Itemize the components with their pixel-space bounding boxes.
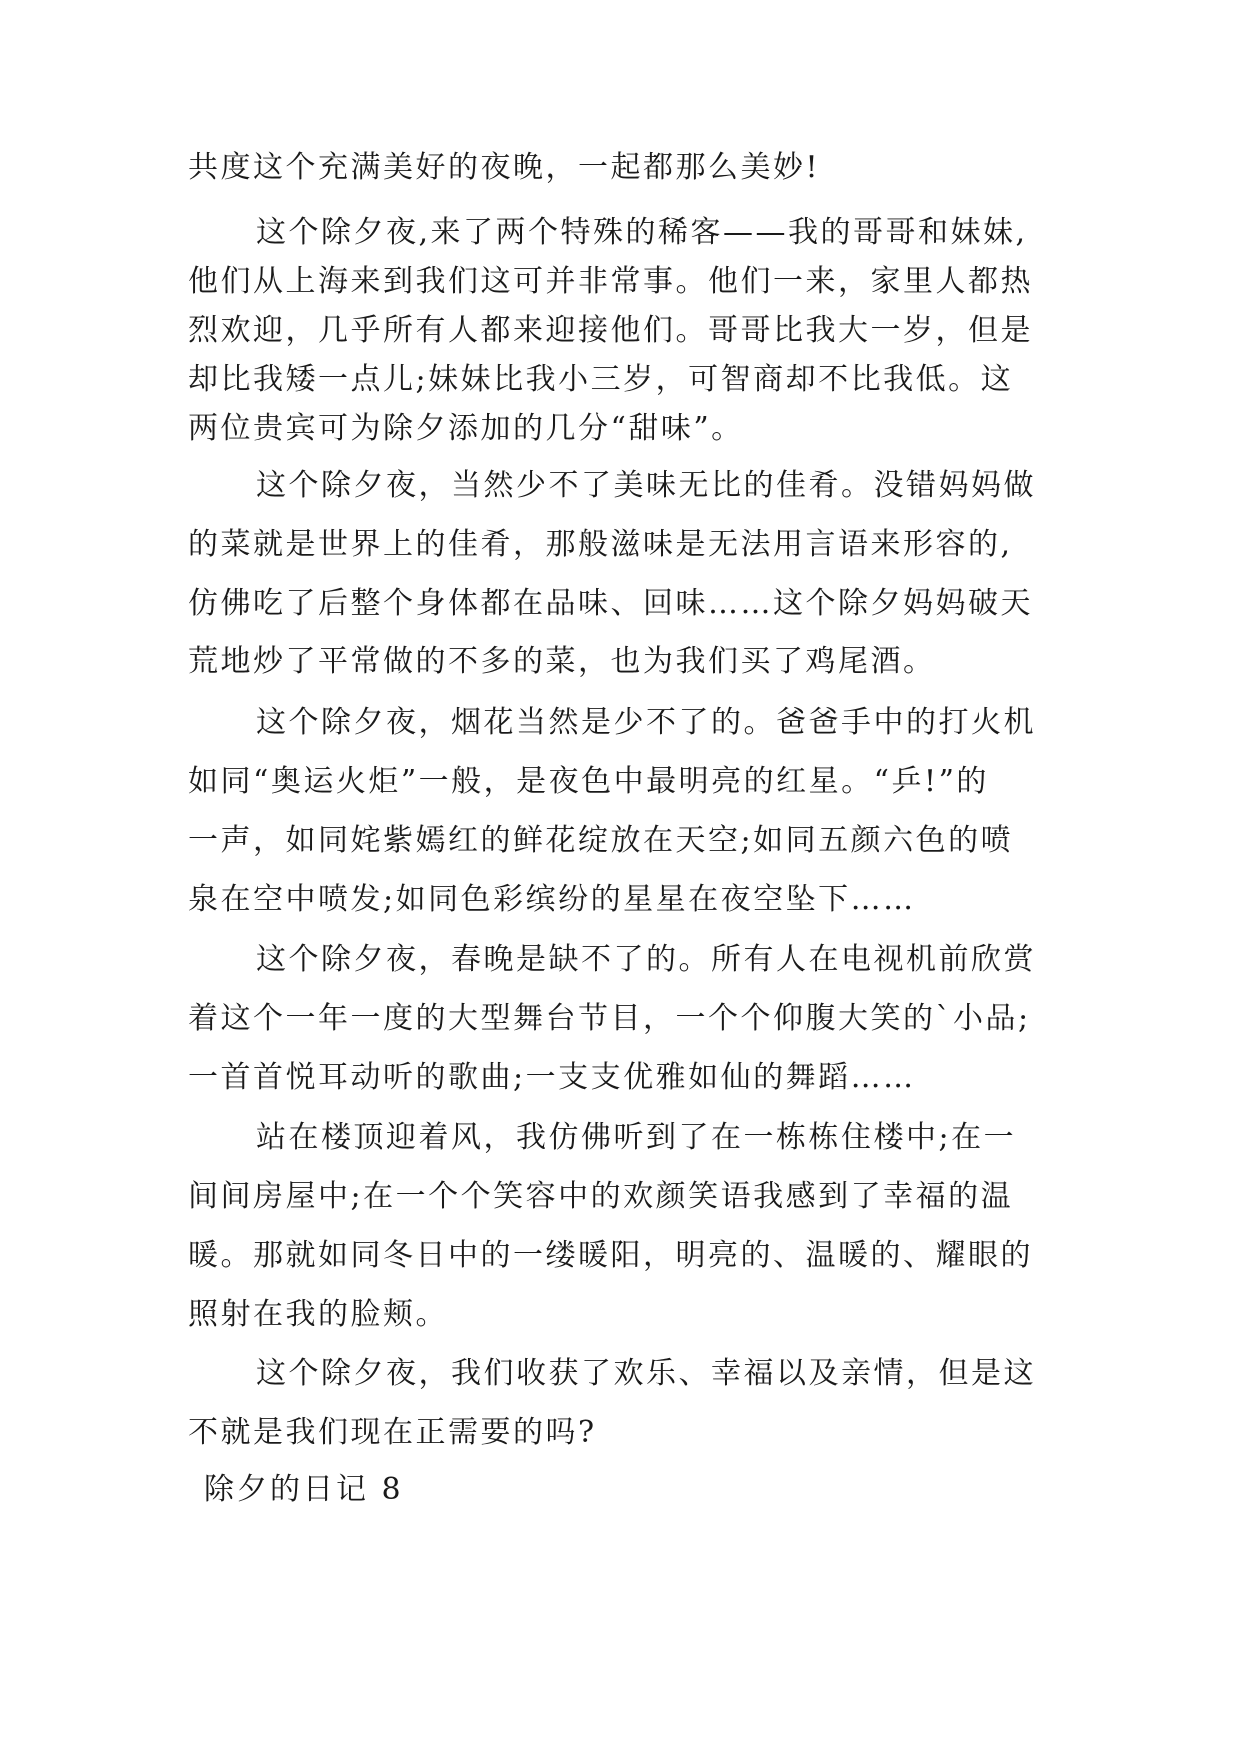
- text-line: 如同“奥运火炬”一般，是夜色中最明亮的红星。“乒!”的: [188, 764, 989, 799]
- text-line: 间间房屋中;在一个个笑容中的欢颜笑语我感到了幸福的温: [188, 1179, 1014, 1214]
- text-line: 的菜就是世界上的佳肴，那般滋味是无法用言语来形容的,: [188, 527, 1013, 562]
- text-line: 泉在空中喷发;如同色彩缤纷的星星在夜空坠下……: [188, 882, 916, 917]
- paragraph-start-line: 这个除夕夜，烟花当然是少不了的。爸爸手中的打火机: [256, 705, 1036, 740]
- text-line: 共度这个充满美好的夜晚，一起都那么美妙!: [188, 150, 821, 185]
- text-line: 他们从上海来到我们这可并非常事。他们一来，家里人都热: [188, 264, 1033, 299]
- text-line: 不就是我们现在正需要的吗?: [188, 1415, 597, 1450]
- paragraph-start-line: 这个除夕夜，当然少不了美味无比的佳肴。没错妈妈做: [256, 468, 1036, 503]
- text-line: 一首首悦耳动听的歌曲;一支支优雅如仙的舞蹈……: [188, 1060, 916, 1095]
- paragraph-start-line: 这个除夕夜，我们收获了欢乐、幸福以及亲情，但是这: [256, 1356, 1036, 1391]
- text-line: 烈欢迎，几乎所有人都来迎接他们。哥哥比我大一岁，但是: [188, 313, 1033, 348]
- text-line: 仿佛吃了后整个身体都在品味、回味……这个除夕妈妈破天: [188, 586, 1033, 621]
- text-line: 荒地炒了平常做的不多的菜，也为我们买了鸡尾酒。: [188, 644, 936, 679]
- section-heading: 除夕的日记 8: [204, 1472, 404, 1507]
- text-line: 照射在我的脸颊。: [188, 1297, 448, 1332]
- text-line: 却比我矮一点儿;妹妹比我小三岁，可智商却不比我低。这: [188, 362, 1014, 397]
- paragraph-start-line: 这个除夕夜,来了两个特殊的稀客——我的哥哥和妹妹,: [256, 215, 1028, 250]
- paragraph-start-line: 这个除夕夜，春晚是缺不了的。所有人在电视机前欣赏: [256, 942, 1036, 977]
- text-line: 两位贵宾可为除夕添加的几分“甜味”。: [188, 411, 744, 446]
- paragraph-start-line: 站在楼顶迎着风，我仿佛听到了在一栋栋住楼中;在一: [256, 1120, 1017, 1155]
- text-line: 着这个一年一度的大型舞台节目，一个个仰腹大笑的`小品;: [188, 1001, 1031, 1036]
- text-line: 暖。那就如同冬日中的一缕暖阳，明亮的、温暖的、耀眼的: [188, 1238, 1033, 1273]
- text-line: 一声，如同姹紫嫣红的鲜花绽放在天空;如同五颜六色的喷: [188, 823, 1014, 858]
